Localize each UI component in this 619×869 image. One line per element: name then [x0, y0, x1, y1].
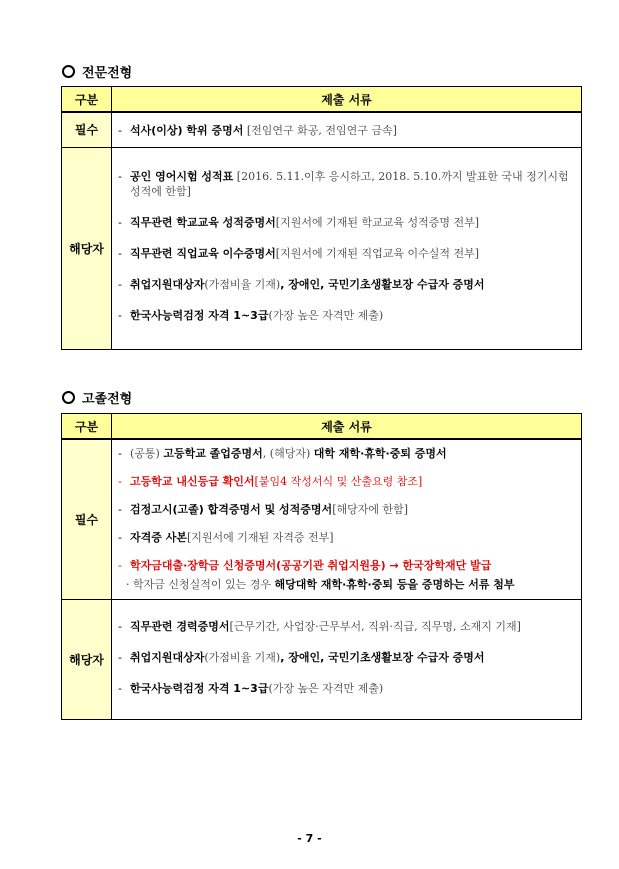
document-note: · 학자금 신청실적이 있는 경우 해당대학 재학·휴학·중퇴 등을 증명하는 서류 첨부	[126, 578, 515, 591]
table-row	[62, 147, 582, 349]
header-category: 구분	[62, 87, 112, 113]
table-row	[62, 439, 582, 599]
document-item: - 석사(이상) 학위 증명서 [전임연구 화공, 전임연구 금속]	[118, 124, 397, 137]
document-item: - 직무관련 직업교육 이수증명서[지원서에 기재된 직업교육 이수실적 전부]	[118, 246, 480, 260]
circle-bullet-icon	[62, 391, 75, 404]
document-item: - 한국사능력검정 자격 1~3급(가장 높은 자격만 제출)	[118, 681, 384, 695]
category-applicable: 해당자	[62, 599, 112, 719]
section-title-text: 전문전형	[82, 66, 133, 81]
document-item: - 취업지원대상자(가점비율 기재), 장애인, 국민기초생활보장 수급자 증명서	[118, 650, 485, 664]
document-item: - 자격증 사본[지원서에 기재된 자격증 전부]	[118, 531, 334, 544]
table-row	[62, 112, 582, 147]
document-item: - 직무관련 학교교육 성적증명서[지원서에 기재된 학교교육 성적증명 전부]	[118, 215, 480, 229]
category-applicable: 해당자	[62, 147, 112, 349]
document-item: - 학자금대출·장학금 신청증명서(공공기관 취업지원용) → 한국장학재단 발급	[118, 559, 492, 572]
document-item: - 공인 영어시험 성적표 [2016. 5.11.이후 응시하고, 2018. 5.10.까지 발표한 국내 정기시험 성적에 한함]	[118, 169, 569, 198]
table-row	[62, 599, 582, 719]
page-number: - 7 -	[297, 832, 322, 845]
section-title-professional	[62, 62, 132, 81]
document-item: - 직무관련 경력증명서[근무기간, 사업장·근무부서, 직위·직급, 직무명, 소재지 기재]	[118, 619, 521, 633]
document-item: - (공통) 고등학교 졸업증명서, (해당자) 대학 재학·휴학·중퇴 증명서	[118, 447, 447, 460]
document-item: - 한국사능력검정 자격 1~3급(가장 높은 자격만 제출)	[118, 308, 384, 322]
header-documents: 제출 서류	[112, 414, 582, 440]
section-title-text: 고졸전형	[82, 392, 133, 407]
header-documents: 제출 서류	[112, 87, 582, 113]
category-required: 필수	[62, 112, 112, 147]
category-required: 필수	[62, 439, 112, 599]
document-item: - 검정고시(고졸) 합격증명서 및 성적증명서[해당자에 한함]	[118, 503, 409, 516]
document-table-highschool	[61, 413, 582, 720]
document-table-professional	[61, 86, 582, 350]
document-item: - 고등학교 내신등급 확인서[붙임4 작성서식 및 산출요령 참조]	[118, 475, 423, 488]
section-title-highschool	[62, 388, 132, 407]
document-item: - 취업지원대상자(가점비율 기재), 장애인, 국민기초생활보장 수급자 증명서	[118, 277, 485, 291]
header-category: 구분	[62, 414, 112, 440]
circle-bullet-icon	[62, 65, 75, 78]
